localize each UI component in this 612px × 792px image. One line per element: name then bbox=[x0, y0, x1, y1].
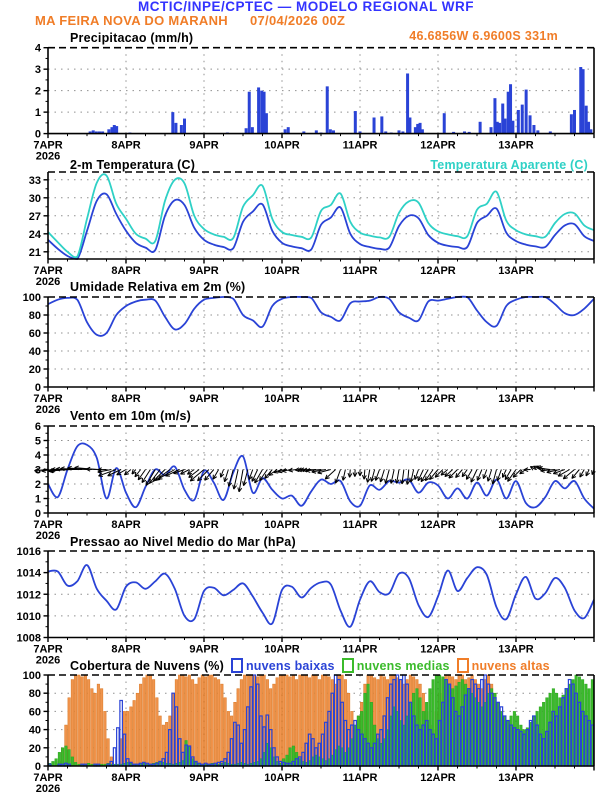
svg-text:10APR: 10APR bbox=[264, 772, 300, 784]
rh-panel-plot bbox=[23, 292, 594, 416]
svg-text:9APR: 9APR bbox=[189, 265, 219, 277]
svg-text:8APR: 8APR bbox=[111, 519, 141, 531]
svg-text:10APR: 10APR bbox=[264, 139, 300, 152]
svg-text:7APR: 7APR bbox=[33, 519, 63, 531]
model-title: MCTIC/INPE/CPTEC — MODELO REGIONAL WRF bbox=[138, 0, 474, 14]
svg-text:1016: 1016 bbox=[16, 546, 41, 558]
svg-text:9APR: 9APR bbox=[189, 139, 219, 152]
svg-text:20: 20 bbox=[28, 364, 41, 376]
svg-text:24: 24 bbox=[28, 228, 41, 241]
svg-text:1012: 1012 bbox=[16, 589, 41, 602]
svg-text:3: 3 bbox=[34, 464, 41, 477]
temp-title: 2-m Temperatura (C) bbox=[70, 158, 196, 172]
svg-text:100: 100 bbox=[22, 670, 41, 682]
svg-text:11APR: 11APR bbox=[342, 393, 378, 405]
svg-text:40: 40 bbox=[28, 724, 41, 737]
svg-text:10APR: 10APR bbox=[264, 643, 300, 656]
svg-text:21: 21 bbox=[28, 246, 41, 259]
svg-text:0: 0 bbox=[34, 382, 41, 394]
svg-text:5: 5 bbox=[34, 435, 41, 448]
svg-text:12APR: 12APR bbox=[420, 643, 456, 656]
svg-text:2: 2 bbox=[34, 479, 41, 491]
svg-text:0: 0 bbox=[34, 761, 41, 773]
svg-text:11APR: 11APR bbox=[342, 139, 378, 152]
svg-text:9APR: 9APR bbox=[189, 393, 219, 405]
svg-text:1008: 1008 bbox=[16, 632, 41, 645]
svg-text:12APR: 12APR bbox=[420, 519, 456, 531]
svg-text:1010: 1010 bbox=[16, 610, 41, 623]
svg-text:27: 27 bbox=[28, 210, 41, 223]
svg-text:1: 1 bbox=[34, 493, 41, 506]
svg-text:9APR: 9APR bbox=[189, 772, 219, 784]
station-coordinates: 46.6856W 6.9600S 331m bbox=[409, 29, 558, 43]
svg-text:9APR: 9APR bbox=[189, 519, 219, 531]
svg-text:11APR: 11APR bbox=[342, 643, 378, 656]
svg-text:7APR: 7APR bbox=[33, 265, 63, 277]
svg-text:0: 0 bbox=[34, 508, 41, 520]
svg-text:9APR: 9APR bbox=[189, 643, 219, 656]
svg-text:11APR: 11APR bbox=[342, 772, 378, 784]
pres-panel-plot bbox=[17, 546, 594, 667]
temp-panel-plot bbox=[29, 172, 594, 288]
svg-text:12APR: 12APR bbox=[420, 772, 456, 784]
svg-text:13APR: 13APR bbox=[498, 265, 534, 277]
svg-text:7APR: 7APR bbox=[33, 393, 63, 405]
wind-panel-title: Vento em 10m (m/s) bbox=[70, 409, 192, 423]
svg-text:0: 0 bbox=[34, 128, 41, 141]
svg-text:12APR: 12APR bbox=[420, 265, 456, 277]
svg-text:60: 60 bbox=[28, 328, 41, 340]
precip-panel-plot bbox=[33, 43, 594, 163]
svg-text:2026: 2026 bbox=[35, 783, 61, 792]
svg-text:1: 1 bbox=[34, 107, 41, 120]
svg-text:10APR: 10APR bbox=[264, 519, 300, 531]
svg-text:1014: 1014 bbox=[16, 567, 41, 580]
cloud-panel-plot bbox=[23, 670, 594, 792]
cloud-title: Cobertura de Nuvens (%) bbox=[70, 658, 224, 673]
svg-text:2: 2 bbox=[34, 85, 41, 98]
svg-text:100: 100 bbox=[22, 292, 41, 304]
svg-text:2026: 2026 bbox=[35, 654, 61, 667]
svg-text:8APR: 8APR bbox=[111, 393, 141, 405]
apparent-temp-title: Temperatura Aparente (C) bbox=[430, 158, 588, 172]
svg-text:11APR: 11APR bbox=[342, 519, 378, 531]
svg-text:40: 40 bbox=[28, 346, 41, 358]
svg-text:2026: 2026 bbox=[35, 276, 61, 288]
svg-text:13APR: 13APR bbox=[498, 772, 534, 784]
svg-text:8APR: 8APR bbox=[111, 772, 141, 784]
svg-text:2026: 2026 bbox=[35, 530, 61, 542]
svg-text:12APR: 12APR bbox=[420, 393, 456, 405]
precip-panel-title: Precipitacao (mm/h) bbox=[70, 31, 194, 45]
wind-panel-plot bbox=[33, 421, 595, 542]
svg-text:13APR: 13APR bbox=[498, 519, 534, 531]
svg-text:10APR: 10APR bbox=[264, 393, 300, 405]
run-datetime: 07/04/2026 00Z bbox=[249, 13, 346, 28]
svg-text:8APR: 8APR bbox=[111, 265, 141, 277]
svg-text:2026: 2026 bbox=[35, 404, 61, 416]
low-clouds-label: nuvens baixas bbox=[245, 658, 335, 673]
svg-text:80: 80 bbox=[28, 688, 41, 701]
svg-text:13APR: 13APR bbox=[498, 643, 534, 656]
humidity-panel-title: Umidade Relativa em 2m (%) bbox=[70, 280, 246, 294]
svg-text:8APR: 8APR bbox=[111, 139, 141, 152]
svg-text:30: 30 bbox=[28, 192, 41, 205]
svg-text:2026: 2026 bbox=[35, 150, 61, 163]
svg-text:60: 60 bbox=[28, 706, 41, 719]
svg-text:6: 6 bbox=[34, 421, 41, 433]
svg-text:4: 4 bbox=[34, 42, 41, 55]
svg-text:4: 4 bbox=[34, 450, 41, 462]
svg-text:3: 3 bbox=[34, 64, 41, 77]
svg-text:80: 80 bbox=[28, 310, 41, 322]
svg-text:7APR: 7APR bbox=[33, 139, 63, 152]
svg-text:7APR: 7APR bbox=[33, 643, 63, 656]
high-clouds-label: nuvens altas bbox=[471, 658, 550, 673]
svg-text:11APR: 11APR bbox=[342, 265, 378, 277]
svg-text:7APR: 7APR bbox=[33, 772, 63, 784]
pressure-panel-title: Pressao ao Nivel Medio do Mar (hPa) bbox=[70, 535, 296, 549]
svg-text:13APR: 13APR bbox=[498, 139, 534, 152]
svg-text:20: 20 bbox=[28, 742, 41, 755]
station-name: MA FEIRA NOVA DO MARANH bbox=[35, 13, 228, 28]
svg-text:12APR: 12APR bbox=[420, 139, 456, 152]
mid-clouds-label: nuvens medias bbox=[356, 658, 450, 673]
svg-text:10APR: 10APR bbox=[264, 265, 300, 277]
svg-text:33: 33 bbox=[28, 174, 41, 187]
svg-text:8APR: 8APR bbox=[111, 643, 141, 656]
svg-text:13APR: 13APR bbox=[498, 393, 534, 405]
